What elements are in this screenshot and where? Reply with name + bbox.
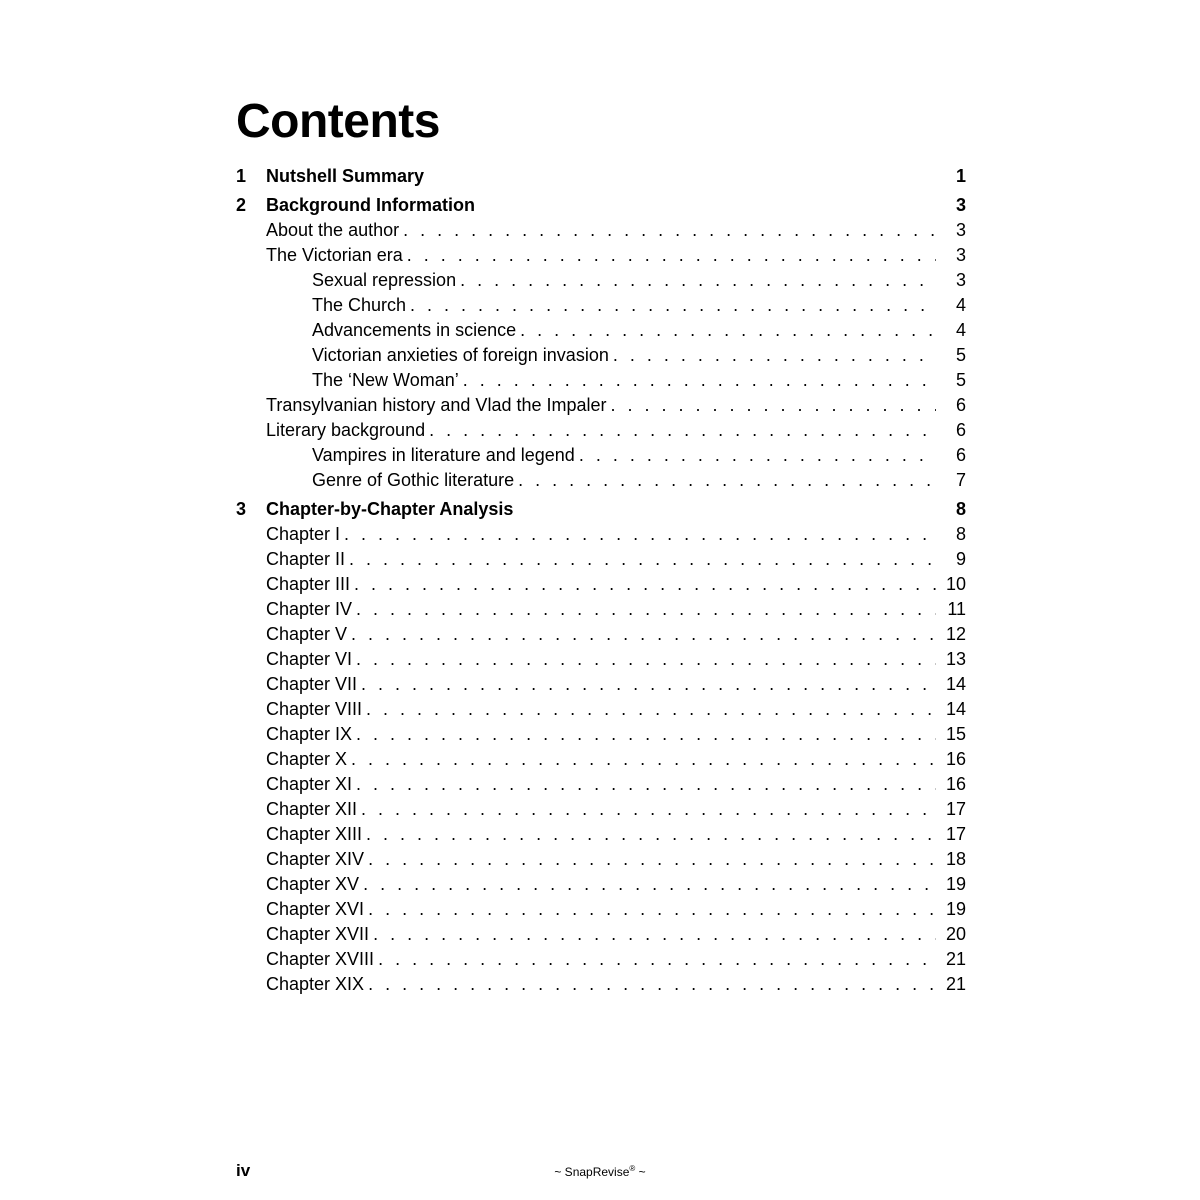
toc-section-entry[interactable] (236, 547, 966, 572)
toc-page-number: 15 (945, 724, 966, 744)
toc-page-number: 21 (945, 949, 966, 969)
footer-page-number: iv (236, 1161, 251, 1180)
toc-dot-leader (344, 522, 936, 547)
toc-dot-leader (460, 268, 936, 293)
toc-section-entry[interactable] (236, 418, 966, 443)
toc-page-number: 9 (955, 549, 966, 569)
toc-entry-title: Chapter XVII (266, 924, 370, 944)
toc-entry-title: Chapter-by-Chapter Analysis (266, 499, 514, 519)
toc-page-number: 19 (945, 899, 966, 919)
toc-entry-title: About the author (266, 220, 400, 240)
toc-page-number: 16 (945, 749, 966, 769)
toc-page-number: 6 (955, 395, 966, 415)
toc-page-number: 17 (945, 824, 966, 844)
toc-dot-leader (361, 672, 936, 697)
toc-section-entry[interactable] (236, 672, 966, 697)
toc-dot-leader (351, 747, 936, 772)
toc-page-number: 20 (945, 924, 966, 944)
toc-entry-title: Chapter II (266, 549, 346, 569)
toc-dot-leader (356, 772, 936, 797)
toc-section-entry[interactable] (236, 797, 966, 822)
toc-dot-leader (356, 722, 936, 747)
toc-page-number: 5 (955, 345, 966, 365)
toc-entry-title: Chapter I (266, 524, 341, 544)
toc-page-number: 1 (955, 166, 966, 186)
toc-dot-leader (611, 393, 936, 418)
toc-dot-leader (613, 343, 936, 368)
toc-entry-title: Chapter VII (266, 674, 358, 694)
toc-chapter-number: 2 (236, 195, 247, 215)
registered-mark: ® (629, 1164, 636, 1173)
toc-page-number: 4 (955, 295, 966, 315)
toc-entry-title: Chapter V (266, 624, 348, 644)
toc-dot-leader (363, 872, 936, 897)
toc-section-entry[interactable] (236, 393, 966, 418)
toc-entry-title: Chapter III (266, 574, 351, 594)
toc-section-entry[interactable] (236, 722, 966, 747)
toc-subsection-entry[interactable] (236, 343, 966, 368)
toc-page-number: 5 (955, 370, 966, 390)
toc-dot-leader (373, 922, 936, 947)
toc-page-number: 3 (955, 270, 966, 290)
toc-entry-title: Chapter XIV (266, 849, 365, 869)
toc-page-number: 14 (945, 674, 966, 694)
toc-subsection-entry[interactable] (236, 443, 966, 468)
toc-section-entry[interactable] (236, 847, 966, 872)
toc-page-number: 7 (955, 470, 966, 490)
toc-chapter-number: 1 (236, 166, 247, 186)
toc-section-entry[interactable] (236, 572, 966, 597)
toc-entry-title: Victorian anxieties of foreign invasion (312, 345, 609, 365)
toc-entry-title: Advancements in science (312, 320, 517, 340)
toc-section-entry[interactable] (236, 647, 966, 672)
toc-entry-title: Chapter IX (266, 724, 353, 744)
toc-subsection-entry[interactable] (236, 368, 966, 393)
toc-section-entry[interactable] (236, 772, 966, 797)
toc-dot-leader (518, 468, 936, 493)
toc-page-number: 16 (945, 774, 966, 794)
toc-page-number: 21 (945, 974, 966, 994)
toc-entry-title: The ‘New Woman’ (312, 370, 459, 390)
toc-section-entry[interactable] (236, 597, 966, 622)
toc-page-number: 4 (955, 320, 966, 340)
toc-page-number: 18 (945, 849, 966, 869)
toc-entry-title: Vampires in literature and legend (312, 445, 575, 465)
toc-dot-leader (354, 572, 936, 597)
toc-entry-title: Sexual repression (312, 270, 457, 290)
toc-section-entry[interactable] (236, 622, 966, 647)
toc-dot-leader (403, 218, 936, 243)
toc-page-number: 3 (955, 220, 966, 240)
toc-dot-leader (368, 972, 936, 997)
toc-dot-leader (356, 647, 936, 672)
toc-entry-title: Genre of Gothic literature (312, 470, 515, 490)
toc-dot-leader (579, 443, 936, 468)
toc-entry-title: Chapter XIX (266, 974, 365, 994)
toc-page-number: 12 (945, 624, 966, 644)
toc-subsection-entry[interactable] (236, 318, 966, 343)
toc-entry-title: Chapter VI (266, 649, 353, 669)
footer-brand (0, 1164, 1200, 1179)
toc-section-entry[interactable] (236, 872, 966, 897)
toc-entry-title: The Church (312, 295, 407, 315)
page-title: Contents (236, 95, 440, 148)
toc-section-entry[interactable] (236, 243, 966, 268)
toc-page-number: 19 (945, 874, 966, 894)
toc-entry-title: Chapter XIII (266, 824, 363, 844)
toc-dot-leader (361, 797, 936, 822)
toc-page-number: 8 (955, 524, 966, 544)
toc-section-entry[interactable] (236, 947, 966, 972)
toc-entry-title: Chapter XI (266, 774, 353, 794)
toc-dot-leader (520, 318, 936, 343)
toc-section-entry[interactable] (236, 697, 966, 722)
toc-page-number: 10 (945, 574, 966, 594)
toc-entry-title: Chapter X (266, 749, 348, 769)
toc-section-entry[interactable] (236, 897, 966, 922)
toc-dot-leader (349, 547, 936, 572)
toc-entry-title: Chapter XII (266, 799, 358, 819)
toc-entry-title: Literary background (266, 420, 426, 440)
toc-entry-title: Chapter XV (266, 874, 360, 894)
toc-dot-leader (407, 243, 936, 268)
toc-page-number: 13 (945, 649, 966, 669)
toc-subsection-entry[interactable] (236, 293, 966, 318)
toc-entry-title: Chapter XVIII (266, 949, 375, 969)
footer-brand-text: ~ SnapRevise (554, 1165, 630, 1179)
toc-dot-leader (351, 622, 936, 647)
toc-chapter-entry[interactable] (236, 497, 966, 522)
toc-section-entry[interactable] (236, 218, 966, 243)
toc-subsection-entry[interactable] (236, 268, 966, 293)
toc-dot-leader (368, 847, 936, 872)
toc-entry-title: Chapter XVI (266, 899, 365, 919)
toc-entry-title: Background Information (266, 195, 476, 215)
toc-page-number: 17 (945, 799, 966, 819)
toc-dot-leader (378, 947, 936, 972)
toc-dot-leader (463, 368, 936, 393)
toc-section-entry[interactable] (236, 972, 966, 997)
toc-chapter-number: 3 (236, 499, 247, 519)
toc-entry-title: Transylvanian history and Vlad the Impaler (266, 395, 607, 415)
toc-page-number: 3 (955, 245, 966, 265)
toc-dot-leader (356, 597, 936, 622)
toc-page-number: 6 (955, 420, 966, 440)
toc-subsection-entry[interactable] (236, 468, 966, 493)
toc-page-number: 6 (955, 445, 966, 465)
toc-section-entry[interactable] (236, 822, 966, 847)
toc-page-number: 14 (945, 699, 966, 719)
toc-section-entry[interactable] (236, 922, 966, 947)
toc-entry-title: Nutshell Summary (266, 166, 425, 186)
footer-brand-tilde: ~ (638, 1165, 646, 1179)
toc-dot-leader (366, 822, 936, 847)
toc-page-number: 11 (947, 599, 966, 619)
toc-page-number: 8 (955, 499, 966, 519)
toc-chapter-entry[interactable] (236, 164, 966, 189)
toc-entry-title: Chapter VIII (266, 699, 363, 719)
toc-chapter-entry[interactable] (236, 193, 966, 218)
toc-page-number: 3 (955, 195, 966, 215)
toc-dot-leader (366, 697, 936, 722)
toc-section-entry[interactable] (236, 522, 966, 547)
toc-entry-title: The Victorian era (266, 245, 403, 265)
toc-dot-leader (429, 418, 936, 443)
toc-dot-leader (410, 293, 936, 318)
toc-dot-leader (368, 897, 936, 922)
toc-section-entry[interactable] (236, 747, 966, 772)
toc-entry-title: Chapter IV (266, 599, 353, 619)
